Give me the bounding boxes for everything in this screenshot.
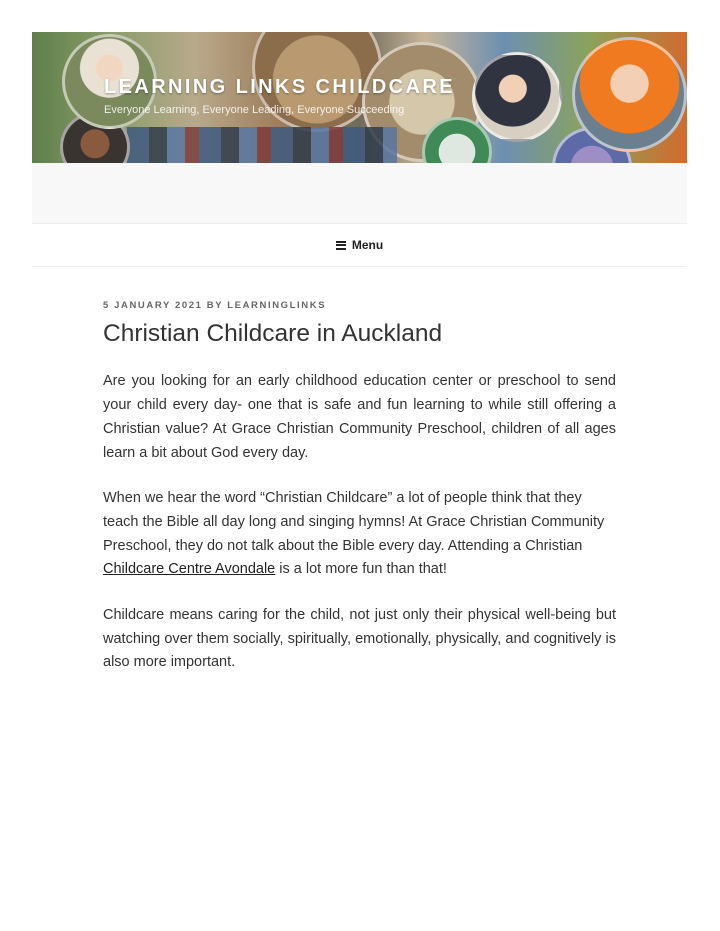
menu-toggle-button[interactable] bbox=[336, 238, 383, 252]
childcare-centre-avondale-link[interactable]: Childcare Centre Avondale bbox=[103, 561, 276, 578]
banner-photo bbox=[572, 37, 687, 152]
site-title[interactable]: LEARNING LINKS CHILDCARE bbox=[104, 76, 455, 98]
post-article bbox=[103, 300, 616, 697]
post-paragraph-2 bbox=[103, 487, 616, 582]
post-by-label: BY bbox=[206, 300, 223, 311]
banner-photo bbox=[472, 52, 562, 142]
banner-photo bbox=[127, 127, 397, 163]
header-banner bbox=[32, 32, 687, 163]
site-description: Everyone Learning, Everyone Leading, Everyone Succeeding bbox=[104, 104, 405, 116]
post-title: Christian Childcare in Auckland bbox=[103, 320, 443, 347]
hamburger-icon bbox=[336, 241, 346, 250]
paragraph-2-text: When we hear the word “Christian Childcare” a lot of people think that they teach the Bible all day long and singing hymns! At Grace Christian Community Preschool, they do not talk about the Bible every day. Attending a Christian bbox=[103, 490, 605, 554]
post-meta bbox=[103, 300, 616, 311]
post-date[interactable]: 5 JANUARY 2021 bbox=[103, 300, 203, 311]
menu-label: Menu bbox=[351, 238, 384, 252]
post-paragraph-1: Are you looking for an early childhood education center or preschool to send your child every day- one that is safe and fun learning to while still offering a Christian value? At Grace Christian Community Preschool, children of all ages learn a bit about God every day. bbox=[103, 373, 616, 461]
post-paragraph-3: Childcare means caring for the child, not just only their physical well-being but watching over them socially, spiritually, emotionally, physically, and cognitively is also more important. bbox=[103, 607, 616, 671]
post-author-link[interactable]: LEARNINGLINKS bbox=[227, 300, 327, 311]
paragraph-2-text-end: is a lot more fun than that! bbox=[275, 561, 447, 578]
header-band bbox=[32, 163, 687, 223]
main-navigation bbox=[32, 223, 687, 267]
